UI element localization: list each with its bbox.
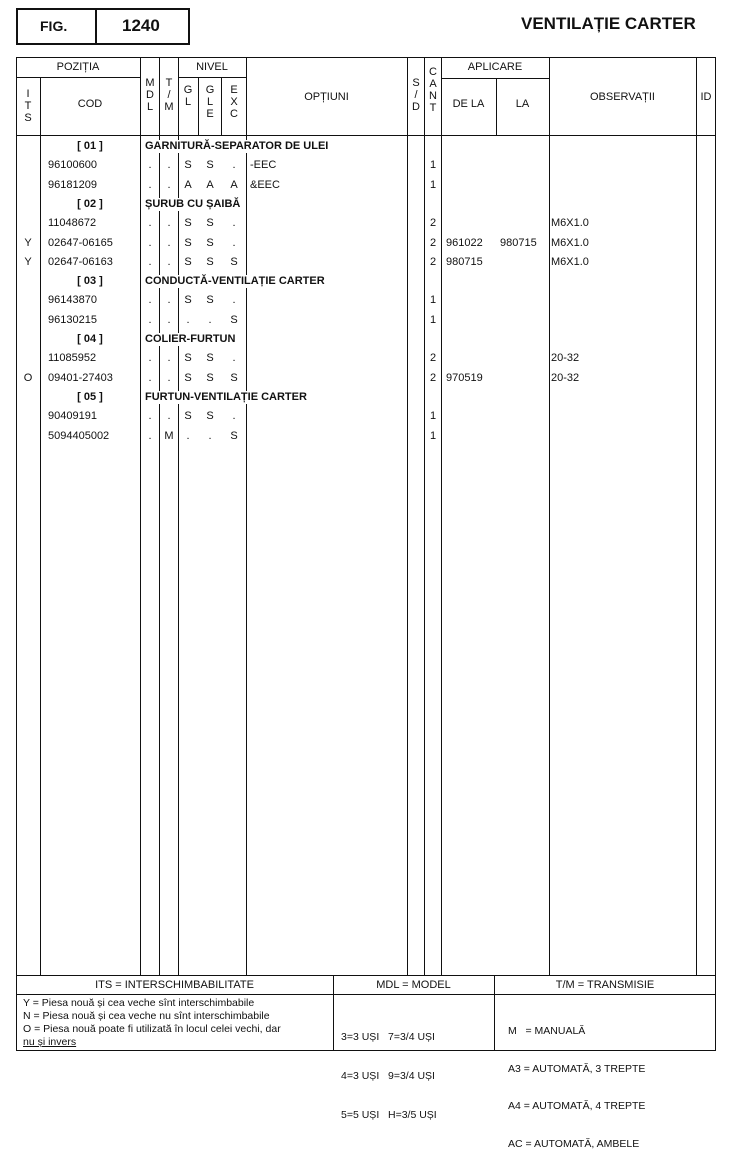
legend-tm-line: AC = AUTOMATĂ, AMBELE	[508, 1137, 640, 1150]
row-exc: S	[230, 371, 238, 384]
row-qty: 2	[429, 217, 437, 230]
legend-tm-line: A3 = AUTOMATĂ, 3 TREPTE	[508, 1062, 646, 1075]
group-name: COLIER-FURTUN	[145, 333, 236, 345]
row-gle: S	[206, 410, 214, 423]
row-qty: 1	[429, 429, 437, 442]
header-la: LA	[515, 98, 530, 110]
row-notes: M6X1.0	[551, 255, 589, 268]
header-observatii: OBSERVAȚII	[589, 91, 655, 103]
row-code: 90409191	[48, 410, 97, 423]
group-position: [ 01 ]	[77, 140, 103, 152]
legend-mdl-title: MDL = MODEL	[376, 979, 451, 991]
group-name: ȘURUB CU ȘAIBĂ	[145, 197, 241, 210]
group-name: CONDUCTĂ-VENTILAȚIE CARTER	[145, 275, 325, 288]
row-its: O	[23, 371, 33, 384]
row-mdl: .	[148, 255, 152, 268]
legend-its-lines	[23, 997, 281, 1049]
row-gle: A	[206, 178, 214, 191]
row-exc: .	[232, 236, 236, 249]
row-code: 11085952	[48, 352, 97, 365]
row-qty: 1	[429, 159, 437, 172]
group-name: GARNITURĂ-SEPARATOR DE ULEI	[145, 140, 329, 152]
row-from: 980715	[446, 255, 483, 268]
header-sd: S / D	[412, 77, 420, 113]
row-mdl: .	[148, 178, 152, 191]
row-mdl: .	[148, 371, 152, 384]
row-gl: S	[184, 255, 192, 268]
row-code: 96143870	[48, 294, 97, 307]
row-mdl: .	[148, 429, 152, 442]
legend-mdl-lines	[341, 1005, 437, 1135]
row-tm: .	[167, 294, 171, 307]
row-code: 11048672	[48, 217, 97, 230]
row-mdl: .	[148, 313, 152, 326]
group-position: [ 03 ]	[77, 275, 103, 288]
row-tm: .	[167, 371, 171, 384]
legend-mdl-line: 3=3 UȘI 7=3/4 UȘI	[341, 1031, 435, 1043]
row-mdl: .	[148, 294, 152, 307]
row-gl: S	[184, 352, 192, 365]
row-notes: M6X1.0	[551, 236, 589, 249]
header-pozitia: POZIȚIA	[56, 61, 100, 73]
row-gl: S	[184, 159, 192, 172]
row-notes: M6X1.0	[551, 217, 589, 230]
row-mdl: .	[148, 217, 152, 230]
row-tm: .	[167, 178, 171, 191]
legend-its-line: O = Piesa nouă poate fi utilizată în locul celei vechi, dar	[23, 1023, 281, 1035]
row-code: 96130215	[48, 313, 97, 326]
row-gle: S	[206, 371, 214, 384]
header-exc: E X C	[230, 84, 238, 120]
row-tm: .	[167, 352, 171, 365]
row-gle: S	[206, 236, 214, 249]
legend-its-line: N = Piesa nouă și cea veche nu sînt interschimbabile	[23, 1010, 270, 1022]
row-from: 970519	[446, 371, 483, 384]
group-position: [ 02 ]	[77, 197, 103, 210]
row-its: Y	[24, 236, 32, 249]
row-mdl: .	[148, 236, 152, 249]
row-gle: .	[208, 429, 212, 442]
row-gle: S	[206, 217, 214, 230]
row-qty: 2	[429, 371, 437, 384]
row-qty: 2	[429, 352, 437, 365]
row-gle: S	[206, 255, 214, 268]
header-gle: G L E	[205, 84, 215, 120]
row-tm: .	[167, 255, 171, 268]
row-tm: .	[167, 410, 171, 423]
row-gl: S	[184, 294, 192, 307]
row-exc: .	[232, 294, 236, 307]
header-cod: COD	[77, 98, 103, 110]
row-gle: S	[206, 159, 214, 172]
legend-tm-line: M = MANUALĂ	[508, 1025, 586, 1037]
row-exc: .	[232, 159, 236, 172]
header-its: I T S	[24, 88, 32, 124]
row-code: 02647-06165	[48, 236, 113, 249]
header-nivel: NIVEL	[196, 61, 228, 73]
row-gl: S	[184, 371, 192, 384]
row-qty: 2	[429, 236, 437, 249]
row-to: 980715	[500, 236, 537, 249]
row-code: 09401-27403	[48, 371, 113, 384]
row-exc: .	[232, 352, 236, 365]
header-gl: G L	[183, 84, 193, 108]
header-cant: C A N T	[429, 66, 437, 114]
row-gle: S	[206, 294, 214, 307]
legend-its-title: ITS = INTERSCHIMBABILITATE	[95, 979, 254, 991]
header-aplicare: APLICARE	[467, 61, 523, 73]
row-notes: 20-32	[551, 352, 580, 365]
row-notes: 20-32	[551, 371, 580, 384]
header-id: ID	[700, 91, 712, 103]
row-tm: .	[167, 236, 171, 249]
row-exc: S	[230, 429, 238, 442]
row-exc: S	[230, 313, 238, 326]
row-qty: 2	[429, 255, 437, 268]
row-qty: 1	[429, 178, 437, 191]
row-gl: .	[186, 313, 190, 326]
row-gl: A	[184, 178, 192, 191]
legend-tm-lines	[508, 1000, 645, 1163]
row-gle: S	[206, 352, 214, 365]
row-gle: .	[208, 313, 212, 326]
page-title: VENTILAȚIE CARTER	[521, 14, 696, 33]
row-qty: 1	[429, 313, 437, 326]
row-exc: S	[230, 255, 238, 268]
row-code: 96100600	[48, 159, 97, 172]
legend-divider	[16, 975, 716, 976]
fig-number: 1240	[122, 16, 160, 35]
legend-tm-line: A4 = AUTOMATĂ, 4 TREPTE	[508, 1100, 646, 1112]
group-position: [ 04 ]	[77, 333, 103, 345]
row-exc: .	[232, 410, 236, 423]
row-qty: 1	[429, 410, 437, 423]
row-tm: .	[167, 313, 171, 326]
header-mdl: M D L	[145, 77, 155, 113]
legend-tm-title: T/M = TRANSMISIE	[555, 979, 655, 991]
group-position: [ 05 ]	[77, 390, 103, 403]
row-tm: .	[167, 217, 171, 230]
row-gl: S	[184, 236, 192, 249]
row-option: &EEC	[250, 178, 280, 191]
header-divider	[16, 135, 716, 136]
row-its: Y	[24, 255, 32, 268]
header-de-la: DE LA	[452, 98, 485, 110]
legend-its-line: nu și invers	[23, 1036, 77, 1048]
row-gl: S	[184, 217, 192, 230]
row-mdl: .	[148, 410, 152, 423]
fig-label: FIG.	[40, 18, 68, 34]
row-tm: .	[167, 159, 171, 172]
row-qty: 1	[429, 294, 437, 307]
legend-mdl-line: 4=3 UȘI 9=3/4 UȘI	[341, 1070, 435, 1082]
legend-mdl-line: 5=5 UȘI H=3/5 UȘI	[341, 1109, 437, 1121]
row-gl: .	[186, 429, 190, 442]
row-gl: S	[184, 410, 192, 423]
row-mdl: .	[148, 159, 152, 172]
row-code: 5094405002	[48, 429, 110, 442]
row-option: -EEC	[250, 159, 277, 172]
row-tm: M	[164, 429, 174, 442]
legend-its-line: Y = Piesa nouă și cea veche sînt interschimbabile	[23, 997, 255, 1009]
header-tm: T / M	[164, 77, 174, 113]
group-name: FURTUN-VENTILAȚIE CARTER	[145, 390, 307, 403]
row-code: 02647-06163	[48, 255, 113, 268]
header-optiuni: OPȚIUNI	[304, 91, 349, 103]
row-from: 961022	[446, 236, 483, 249]
row-code: 96181209	[48, 178, 97, 191]
row-mdl: .	[148, 352, 152, 365]
row-exc: A	[230, 178, 238, 191]
row-exc: .	[232, 217, 236, 230]
